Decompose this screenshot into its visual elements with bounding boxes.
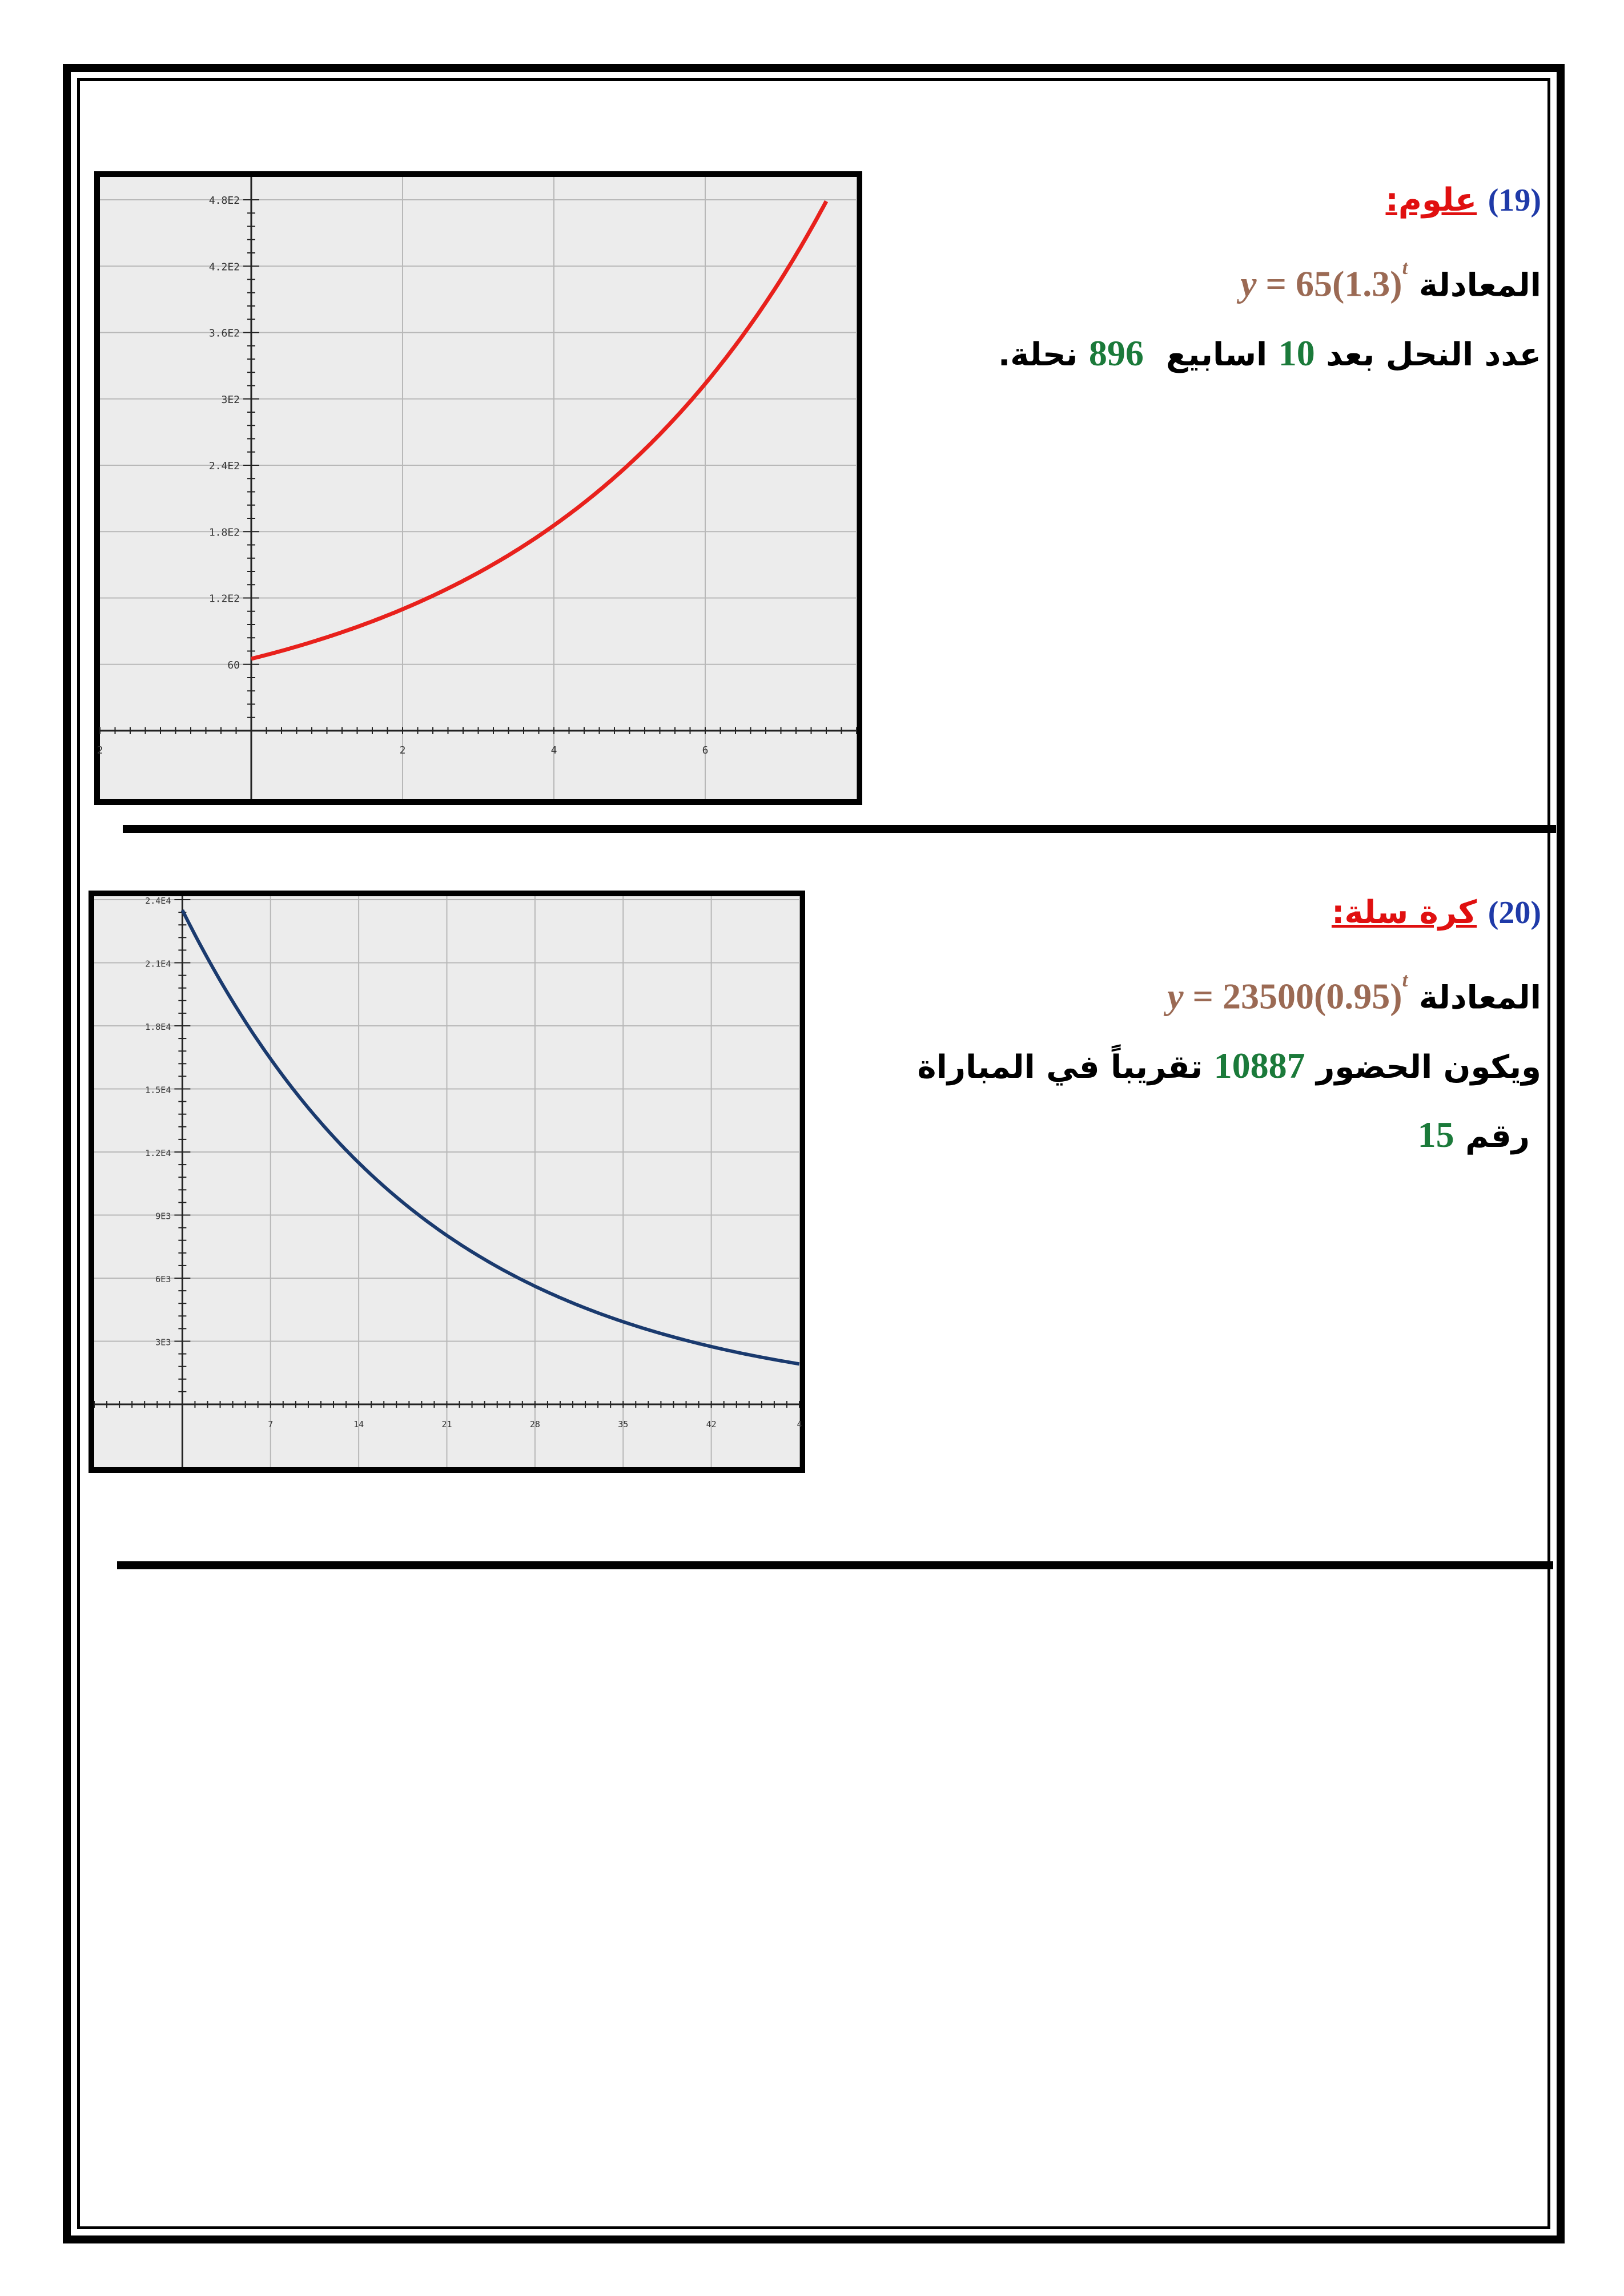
series-curve — [251, 202, 826, 659]
y-tick-label: 1.8E4 — [145, 1022, 171, 1032]
y-tick-label: 3E2 — [221, 393, 240, 406]
x-tick-label: 4 — [797, 1419, 802, 1429]
y-tick-label: 3E3 — [155, 1337, 171, 1348]
problem-19-equation-line — [890, 234, 1541, 320]
problem-20-equation-line — [827, 946, 1541, 1032]
x-tick-label: 35 — [618, 1419, 629, 1429]
problem-19-title: علوم: — [1385, 182, 1477, 219]
y-tick-label: 1.2E2 — [208, 593, 240, 605]
problem-19-answer: عدد النحل بعد 10 اسابيع 896 نحلة. — [998, 332, 1541, 373]
y-tick-label: 3.6E2 — [208, 327, 240, 340]
problem-20-equation-label: المعادلة — [1418, 979, 1541, 1017]
problem-20-attendance: 10887 — [1213, 1045, 1305, 1086]
problem-19-equation-label: المعادلة — [1418, 267, 1541, 304]
x-tick-label: 28 — [529, 1419, 540, 1429]
graph-19-svg — [97, 177, 857, 799]
problem-20-equation: $y = 23500(0.95)^t$ — [1167, 969, 1408, 1017]
problem-19-heading — [890, 167, 1541, 234]
y-tick-label: 60 — [227, 659, 240, 671]
graph-problem-20 — [89, 891, 805, 1473]
graph-20-svg — [94, 896, 802, 1467]
y-tick-label: 1.2E4 — [145, 1148, 171, 1158]
y-tick-label: 6E3 — [155, 1274, 171, 1284]
problem-20 — [827, 879, 1541, 1170]
y-tick-label: 9E3 — [155, 1211, 171, 1222]
x-tick-label: 4 — [550, 744, 557, 756]
series-curve — [182, 910, 799, 1364]
problem-20-number: (20) — [1488, 895, 1541, 931]
graph-problem-19 — [94, 171, 862, 805]
problem-20-title: كرة سلة: — [1331, 894, 1477, 931]
problem-20-heading — [827, 879, 1541, 946]
x-tick-label: 6 — [702, 744, 709, 756]
problem-19 — [890, 167, 1541, 389]
section-divider-1 — [123, 825, 1556, 833]
x-tick-label: 42 — [706, 1419, 717, 1429]
problem-19-weeks: 10 — [1278, 332, 1315, 373]
problem-20-game-number: 15 — [1417, 1114, 1454, 1155]
y-tick-label: 1.8E2 — [208, 526, 240, 539]
section-divider-2 — [117, 1561, 1553, 1569]
y-tick-label: 2.1E4 — [145, 958, 171, 969]
x-tick-label: 7 — [268, 1419, 274, 1429]
y-tick-label: 1.5E4 — [145, 1085, 171, 1095]
y-tick-label: 4.8E2 — [208, 195, 240, 207]
problem-20-answer-cont: رقم 15 — [1417, 1114, 1530, 1155]
y-tick-label: 2.4E2 — [208, 460, 240, 472]
x-tick-label: 14 — [353, 1419, 364, 1429]
x-tick-label: 2 — [399, 744, 406, 756]
problem-19-bees: 896 — [1088, 332, 1144, 373]
x-tick-label: 21 — [441, 1419, 452, 1429]
problem-20-answer: ويكون الحضور 10887 تقريباً في المباراة — [917, 1045, 1541, 1086]
y-tick-label: 4.2E2 — [208, 261, 240, 273]
x-tick-label: 2 — [97, 744, 103, 756]
problem-19-number: (19) — [1488, 183, 1541, 218]
y-tick-label: 2.4E4 — [145, 896, 171, 906]
problem-19-equation: $y = 65(1.3)^t$ — [1240, 256, 1408, 304]
